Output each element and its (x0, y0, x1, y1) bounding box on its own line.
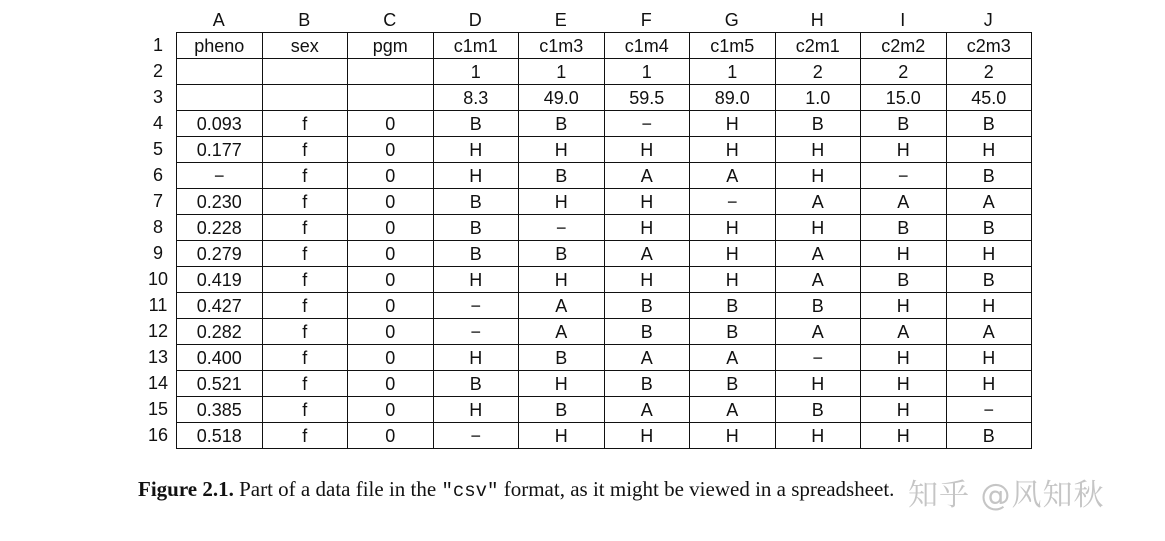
table-cell: H (946, 241, 1032, 267)
row-number: 1 (152, 35, 163, 55)
table-cell: A (775, 241, 861, 267)
table-cell: H (946, 137, 1032, 163)
table-cell: pheno (177, 33, 263, 59)
table-cell: B (604, 293, 690, 319)
table-cell: H (775, 215, 861, 241)
row-number: 15 (147, 399, 169, 419)
table-cell: B (861, 267, 947, 293)
column-letter: E (554, 10, 567, 30)
table-cell: 1.0 (775, 85, 861, 111)
table-cell (348, 85, 434, 111)
table-cell: H (775, 371, 861, 397)
table-cell: f (262, 319, 348, 345)
table-cell: sex (262, 33, 348, 59)
row-number: 12 (147, 321, 169, 341)
table-cell: H (946, 345, 1032, 371)
table-cell: − (946, 397, 1032, 423)
spreadsheet (140, 8, 1032, 449)
table-cell: A (519, 319, 605, 345)
row-header-column (140, 32, 176, 449)
table-cell: B (775, 293, 861, 319)
column-letter: I (900, 10, 906, 30)
table-cell: f (262, 267, 348, 293)
table-cell: 89.0 (690, 85, 776, 111)
table-cell: 0 (348, 397, 434, 423)
table-cell: 0 (348, 371, 434, 397)
table-cell (262, 59, 348, 85)
table-cell: B (861, 215, 947, 241)
table-cell: H (519, 371, 605, 397)
table-cell: A (775, 189, 861, 215)
table-cell: B (775, 397, 861, 423)
table-cell: B (946, 215, 1032, 241)
table-row (177, 319, 1032, 345)
table-cell: A (604, 397, 690, 423)
table-cell: 1 (604, 59, 690, 85)
column-letter: J (983, 10, 993, 30)
table-cell: 0.228 (177, 215, 263, 241)
row-number: 5 (152, 139, 163, 159)
table-cell: 0.385 (177, 397, 263, 423)
table-cell: c1m3 (519, 33, 605, 59)
table-cell: 0 (348, 215, 434, 241)
column-letter: B (298, 10, 311, 30)
table-cell: c2m2 (861, 33, 947, 59)
table-cell: A (604, 345, 690, 371)
table-cell: H (690, 137, 776, 163)
table-cell: A (690, 397, 776, 423)
table-cell: B (519, 111, 605, 137)
table-cell: − (519, 215, 605, 241)
caption-text-after: format, as it might be viewed in a spreadsheet. (498, 477, 895, 501)
table-cell: H (433, 397, 519, 423)
table-cell: A (861, 319, 947, 345)
table-cell: f (262, 163, 348, 189)
table-cell: A (604, 163, 690, 189)
table-cell (177, 59, 263, 85)
table-cell: A (519, 293, 605, 319)
table-cell: H (775, 423, 861, 449)
table-cell: H (433, 345, 519, 371)
table-cell: − (861, 163, 947, 189)
table-cell: 0 (348, 319, 434, 345)
table-cell: B (690, 371, 776, 397)
table-cell: A (861, 189, 947, 215)
table-cell: H (861, 293, 947, 319)
table-cell: 0 (348, 423, 434, 449)
table-cell: 15.0 (861, 85, 947, 111)
table-row (177, 85, 1032, 111)
table-cell: H (946, 293, 1032, 319)
table-cell: 45.0 (946, 85, 1032, 111)
table-cell: H (690, 241, 776, 267)
table-cell: f (262, 371, 348, 397)
caption-format-name: "csv" (441, 480, 499, 502)
table-cell: f (262, 423, 348, 449)
row-number: 4 (152, 113, 163, 133)
table-cell (348, 59, 434, 85)
table-row (177, 267, 1032, 293)
table-cell: B (519, 163, 605, 189)
watermark: 知乎 @风知秋 (908, 478, 1105, 513)
figure-caption (138, 474, 1038, 506)
table-cell: c2m3 (946, 33, 1032, 59)
table-cell: c1m4 (604, 33, 690, 59)
table-cell: f (262, 137, 348, 163)
table-cell: H (519, 267, 605, 293)
table-cell: H (861, 397, 947, 423)
table-cell: B (433, 371, 519, 397)
table-cell: B (690, 319, 776, 345)
table-cell: H (946, 371, 1032, 397)
table-cell: 0 (348, 345, 434, 371)
column-letter: H (810, 10, 824, 30)
table-cell: B (946, 163, 1032, 189)
table-cell: 1 (519, 59, 605, 85)
column-header-row (140, 8, 1032, 32)
table-cell: H (433, 267, 519, 293)
table-cell: B (433, 215, 519, 241)
table-cell: H (690, 423, 776, 449)
table-cell: f (262, 345, 348, 371)
row-number: 13 (147, 347, 169, 367)
table-row (177, 189, 1032, 215)
table-cell: − (690, 189, 776, 215)
table-cell: H (604, 267, 690, 293)
table-cell: H (519, 137, 605, 163)
table-row (177, 33, 1032, 59)
table-cell: 0 (348, 163, 434, 189)
table-row (177, 293, 1032, 319)
table-row (177, 111, 1032, 137)
table-cell: 2 (775, 59, 861, 85)
table-row (177, 345, 1032, 371)
table-cell: B (946, 111, 1032, 137)
table-cell: 0 (348, 267, 434, 293)
table-cell: H (690, 267, 776, 293)
table-cell: A (946, 189, 1032, 215)
table-cell: H (433, 163, 519, 189)
table-cell: 0.279 (177, 241, 263, 267)
table-cell: − (177, 163, 263, 189)
table-cell: A (690, 163, 776, 189)
table-cell: − (775, 345, 861, 371)
table-cell: B (604, 319, 690, 345)
table-cell: H (604, 215, 690, 241)
row-number: 3 (152, 87, 163, 107)
table-cell: B (690, 293, 776, 319)
table-cell: B (519, 241, 605, 267)
table-cell: f (262, 397, 348, 423)
table-cell: f (262, 293, 348, 319)
table-cell: 59.5 (604, 85, 690, 111)
column-letter: C (383, 10, 397, 30)
table-cell: 0.521 (177, 371, 263, 397)
table-cell: 0.419 (177, 267, 263, 293)
row-number: 2 (152, 61, 163, 81)
table-cell: f (262, 111, 348, 137)
figure-label: Figure 2.1. (138, 477, 234, 501)
table-cell (262, 85, 348, 111)
table-cell: H (775, 137, 861, 163)
table-cell: A (690, 345, 776, 371)
table-cell: H (775, 163, 861, 189)
table-cell: 2 (861, 59, 947, 85)
table-cell: 2 (946, 59, 1032, 85)
table-cell: A (775, 267, 861, 293)
table-cell: f (262, 215, 348, 241)
table-cell: H (690, 111, 776, 137)
table-cell: 0 (348, 241, 434, 267)
table-cell: − (433, 293, 519, 319)
table-cell: B (433, 111, 519, 137)
table-cell: B (604, 371, 690, 397)
table-cell: c2m1 (775, 33, 861, 59)
table-cell: A (604, 241, 690, 267)
table-cell: B (775, 111, 861, 137)
table-cell: 0 (348, 111, 434, 137)
table-cell: 0.518 (177, 423, 263, 449)
table-row (177, 241, 1032, 267)
row-number: 8 (152, 217, 163, 237)
column-letter: D (468, 10, 482, 30)
table-cell: c1m5 (690, 33, 776, 59)
table-cell: B (946, 423, 1032, 449)
table-cell: − (604, 111, 690, 137)
table-cell: 0 (348, 137, 434, 163)
table-cell: B (861, 111, 947, 137)
table-row (177, 423, 1032, 449)
table-cell: H (519, 189, 605, 215)
table-cell: 0 (348, 189, 434, 215)
table-cell: − (433, 319, 519, 345)
table-cell: 0.230 (177, 189, 263, 215)
table-row (177, 137, 1032, 163)
table-cell: A (946, 319, 1032, 345)
table-row (177, 59, 1032, 85)
table-cell: B (946, 267, 1032, 293)
table-cell: H (604, 189, 690, 215)
row-number: 14 (147, 373, 169, 393)
row-number: 11 (148, 295, 168, 315)
corner-spacer (140, 8, 176, 32)
table-cell: B (433, 189, 519, 215)
table-cell: c1m1 (433, 33, 519, 59)
table-cell: B (519, 397, 605, 423)
row-number: 10 (147, 269, 169, 289)
table-cell: 1 (433, 59, 519, 85)
table-cell: H (861, 137, 947, 163)
table-cell: 0.400 (177, 345, 263, 371)
table-cell: 49.0 (519, 85, 605, 111)
row-number: 9 (152, 243, 163, 263)
table-row (177, 163, 1032, 189)
table-cell: 8.3 (433, 85, 519, 111)
table-cell: − (433, 423, 519, 449)
table-row (177, 371, 1032, 397)
table-cell: 1 (690, 59, 776, 85)
caption-text-before: Part of a data file in the (233, 477, 442, 501)
table-row (177, 397, 1032, 423)
table-cell: 0 (348, 293, 434, 319)
table-cell: H (519, 423, 605, 449)
table-cell: B (433, 241, 519, 267)
row-number: 6 (152, 165, 163, 185)
table-cell: 0.427 (177, 293, 263, 319)
table-cell: H (861, 345, 947, 371)
table-cell: H (433, 137, 519, 163)
table-cell: H (604, 423, 690, 449)
table-cell: 0.093 (177, 111, 263, 137)
column-letter: A (212, 10, 225, 30)
table-cell: H (690, 215, 776, 241)
column-letter: F (640, 10, 652, 30)
table-cell: 0.282 (177, 319, 263, 345)
table-cell: H (861, 371, 947, 397)
column-letter: G (724, 10, 739, 30)
table-cell: pgm (348, 33, 434, 59)
table-cell: B (519, 345, 605, 371)
table-cell: f (262, 241, 348, 267)
data-grid (176, 32, 1032, 449)
table-row (177, 215, 1032, 241)
table-cell: A (775, 319, 861, 345)
table-cell: f (262, 189, 348, 215)
row-number: 7 (152, 191, 163, 211)
table-cell (177, 85, 263, 111)
table-cell: H (861, 241, 947, 267)
table-cell: 0.177 (177, 137, 263, 163)
table-cell: H (604, 137, 690, 163)
table-cell: H (861, 423, 947, 449)
row-number: 16 (147, 425, 169, 445)
